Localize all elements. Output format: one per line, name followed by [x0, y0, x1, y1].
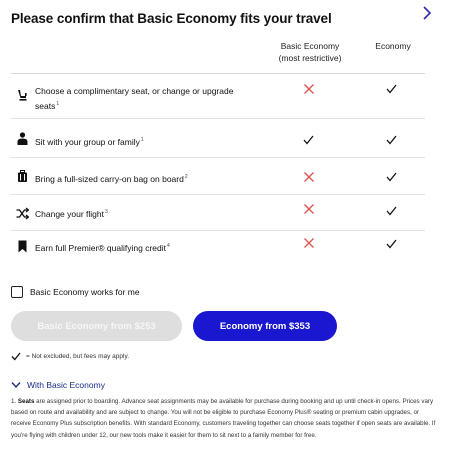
row-label: Sit with your group or family$^1$ [35, 136, 144, 147]
page-title: Please confirm that Basic Economy fits your travel [11, 11, 332, 26]
row-label: Bring a full-sized carry-on bag on board$^2$ [35, 173, 188, 184]
comparison-row-premier-credit [11, 232, 425, 262]
not-included-x-icon [303, 171, 315, 183]
not-included-x-icon [303, 83, 315, 95]
not-included-x-icon [303, 203, 315, 215]
included-check-icon [386, 84, 397, 94]
included-check-icon [386, 239, 397, 249]
with-basic-economy-toggle[interactable] [11, 380, 105, 390]
column-header-economy: Economy [375, 41, 411, 51]
included-check-icon [303, 135, 314, 145]
row-label: Choose a complimentary seat, or change or upgrade seats$^1$ [35, 86, 234, 111]
row-label: Earn full Premier® qualifying credit$^4$ [35, 242, 170, 253]
person-icon [16, 132, 29, 145]
checkbox-box[interactable] [11, 286, 23, 298]
legend-text: = Not excluded, but fees may apply. [26, 353, 130, 360]
chevron-down-icon[interactable] [11, 381, 21, 389]
row-label: Change your flight$^3$ [35, 208, 108, 219]
comparison-row-change-flight [11, 196, 425, 231]
comparison-row-seats [11, 74, 425, 119]
not-included-x-icon [303, 237, 315, 249]
basic-economy-button[interactable]: Basic Economy from $253 [11, 311, 182, 341]
basic-economy-confirm-checkbox[interactable] [11, 285, 140, 299]
with-basic-economy-label[interactable]: With Basic Economy [27, 380, 105, 390]
luggage-icon [16, 170, 29, 183]
bookmark-icon [16, 240, 29, 253]
comparison-row-group [11, 120, 425, 158]
check-icon [11, 352, 21, 361]
shuffle-icon [16, 207, 29, 220]
column-header-basic-economy: Basic Economy (most restrictive) [278, 41, 342, 63]
chevron-right-icon[interactable] [420, 6, 434, 20]
included-check-icon [386, 172, 397, 182]
footnote-seats: 1. Seats are assigned prior to boarding. Advance seat assignments may be available for purchase during booking and up until check-in opens. Prices vary based on route and availability and are subject to change. You will not be eligible to purchase Economy Plus® seating or premium cabin upgrades, or receive Economy Plus subscription benefits. With standard Economy, customers traveling together can choose seats together if open seats are available. If you're flying with children under 12, our new tools make it easier for them to sit next to a family member for free. [11, 398, 436, 439]
economy-button[interactable]: Economy from $353 [193, 311, 337, 341]
included-check-icon [386, 135, 397, 145]
checkbox-label[interactable]: Basic Economy works for me [30, 287, 140, 297]
comparison-row-carry-on [11, 159, 425, 195]
included-check-icon [386, 206, 397, 216]
seat-icon [16, 89, 29, 102]
legend [11, 352, 129, 361]
